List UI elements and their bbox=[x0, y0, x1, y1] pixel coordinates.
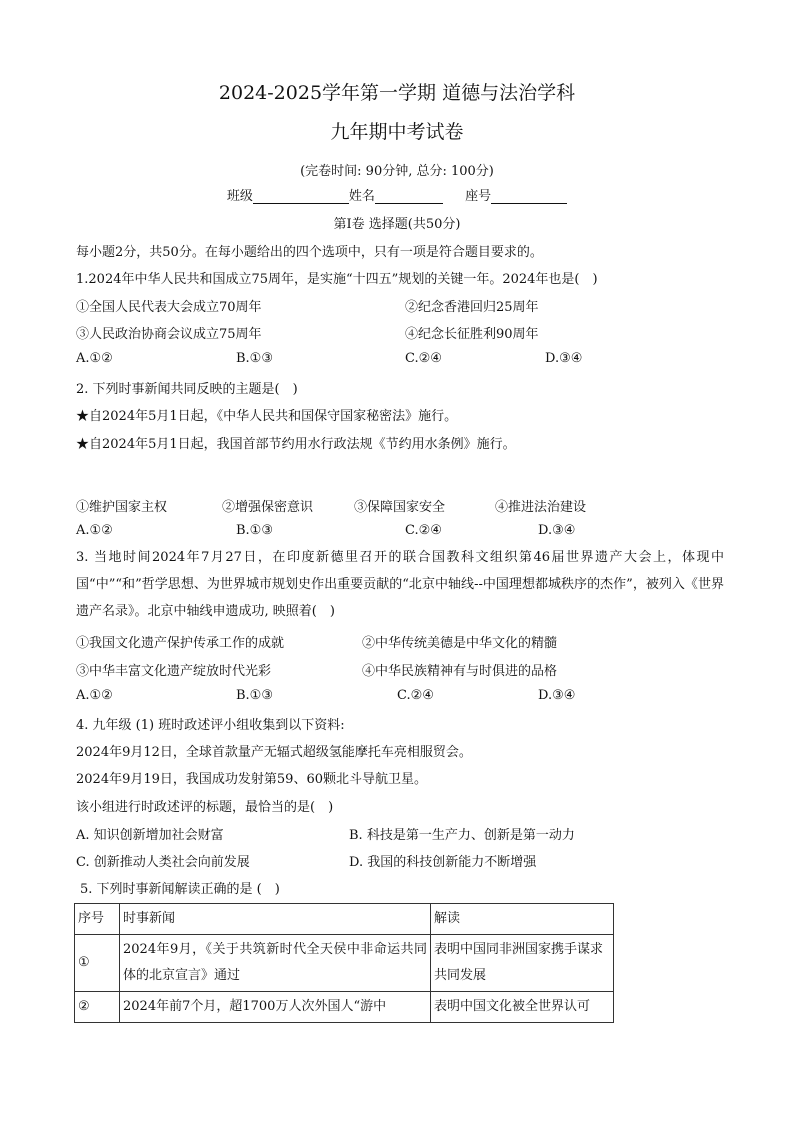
table-cell: 2024年前7个月，超1700万人次外国人“游中 bbox=[120, 992, 431, 1023]
q1-item-1: ①全国人民代表大会成立70周年 bbox=[76, 300, 262, 315]
seat-blank[interactable] bbox=[491, 189, 567, 204]
q2-option-a: A.①② bbox=[76, 523, 113, 538]
name-blank[interactable] bbox=[375, 189, 443, 204]
table-cell: ① bbox=[75, 935, 120, 992]
q5-stem: 5. 下列时事新闻解读正确的是 ( ) bbox=[80, 882, 280, 897]
q2-stem: 2. 下列时事新闻共同反映的主题是( ) bbox=[76, 382, 298, 397]
name-label: 姓名 bbox=[348, 189, 375, 204]
q3-item-2: ②中华传统美德是中华文化的精髓 bbox=[362, 636, 558, 651]
table-header-cell: 解读 bbox=[431, 904, 614, 935]
q3-stem: 3. 当地时间2024年7月27日，在印度新德里召开的联合国教科文组织第46届世界遗产大会上，体现中国“中”“和”哲学思想、为世界城市规划史作出重要贡献的“北京中轴线--中国理想都城秩序的杰作”，被列入《世界遗产名录》。北京中轴线申遗成功, 映照着( ) bbox=[76, 550, 724, 619]
exam-title-line2: 九年期中考试卷 bbox=[330, 121, 464, 143]
q4-stem: 4. 九年级 (1) 班时政述评小组收集到以下资料: bbox=[76, 718, 345, 733]
table-cell: 表明中国文化被全世界认可 bbox=[431, 992, 614, 1023]
exam-note: (完卷时间: 90分钟, 总分: 100分) bbox=[300, 164, 494, 179]
table-row bbox=[75, 992, 614, 1023]
table-cell: 表明中国同非洲国家携手谋求共同发展 bbox=[431, 935, 614, 992]
q2-item-1: ①维护国家主权 bbox=[76, 500, 168, 515]
student-info-row bbox=[0, 185, 794, 204]
table-header-cell: 序号 bbox=[75, 904, 120, 935]
q1-item-4: ④纪念长征胜利90周年 bbox=[405, 327, 539, 342]
table-cell: ② bbox=[75, 992, 120, 1023]
q4-option-b: B. 科技是第一生产力、创新是第一动力 bbox=[349, 828, 575, 843]
q1-option-d: D.③④ bbox=[545, 351, 583, 366]
q2-news-1: ★自2024年5月1日起，《中华人民共和国保守国家秘密法》施行。 bbox=[76, 409, 458, 424]
q4-option-a: A. 知识创新增加社会财富 bbox=[76, 828, 224, 843]
exam-title-line1: 2024-2025学年第一学期 道德与法治学科 bbox=[218, 82, 576, 104]
q3-option-b: B.①③ bbox=[236, 688, 273, 703]
table-cell: 2024年9月，《关于共筑新时代全天侯中非命运共同体的北京宣言》通过 bbox=[120, 935, 431, 992]
class-blank[interactable] bbox=[253, 189, 349, 204]
class-label: 班级 bbox=[226, 189, 253, 204]
q2-item-4: ④推进法治建设 bbox=[495, 500, 587, 515]
q4-question: 该小组进行时政述评的标题，最恰当的是( ) bbox=[76, 800, 334, 815]
q4-option-c: C. 创新推动人类社会向前发展 bbox=[76, 855, 250, 870]
q4-material-1: 2024年9月12日，全球首款量产无辐式超级氢能摩托车亮相服贸会。 bbox=[76, 745, 472, 760]
q1-option-b: B.①③ bbox=[236, 351, 273, 366]
q2-option-c: C.②④ bbox=[405, 523, 442, 538]
q1-option-c: C.②④ bbox=[405, 351, 442, 366]
table-header-row bbox=[75, 904, 614, 935]
q1-item-2: ②纪念香港回归25周年 bbox=[405, 300, 539, 315]
q2-item-2: ②增强保密意识 bbox=[222, 500, 314, 515]
q2-option-b: B.①③ bbox=[236, 523, 273, 538]
q4-material-2: 2024年9月19日，我国成功发射第59、60颗北斗导航卫星。 bbox=[76, 772, 427, 787]
q3-option-a: A.①② bbox=[76, 688, 113, 703]
section-instructions: 每小题2分，共50分。在每小题给出的四个选项中，只有一项是符合题目要求的。 bbox=[76, 245, 543, 260]
q1-stem: 1.2024年中华人民共和国成立75周年，是实施“十四五”规划的关键一年。2024年也是( ) bbox=[76, 272, 598, 287]
q3-option-c: C.②④ bbox=[397, 688, 434, 703]
table-header-cell: 时事新闻 bbox=[120, 904, 431, 935]
section-title: 第Ⅰ卷 选择题(共50分) bbox=[333, 217, 461, 232]
q3-item-1: ①我国文化遗产保护传承工作的成就 bbox=[76, 636, 285, 651]
seat-label: 座号 bbox=[465, 189, 492, 204]
news-table bbox=[74, 903, 614, 1023]
q3-item-3: ③中华丰富文化遗产绽放时代光彩 bbox=[76, 664, 272, 679]
table-row bbox=[75, 935, 614, 992]
q2-option-d: D.③④ bbox=[538, 523, 576, 538]
q1-item-3: ③人民政治协商会议成立75周年 bbox=[76, 327, 262, 342]
q1-option-a: A.①② bbox=[76, 351, 113, 366]
q3-option-d: D.③④ bbox=[538, 688, 576, 703]
q2-news-2: ★自2024年5月1日起，我国首部节约用水行政法规《节约用水条例》施行。 bbox=[76, 437, 516, 452]
q4-option-d: D. 我国的科技创新能力不断增强 bbox=[349, 855, 537, 870]
q2-item-3: ③保障国家安全 bbox=[354, 500, 446, 515]
q3-item-4: ④中华民族精神有与时俱进的品格 bbox=[362, 664, 558, 679]
